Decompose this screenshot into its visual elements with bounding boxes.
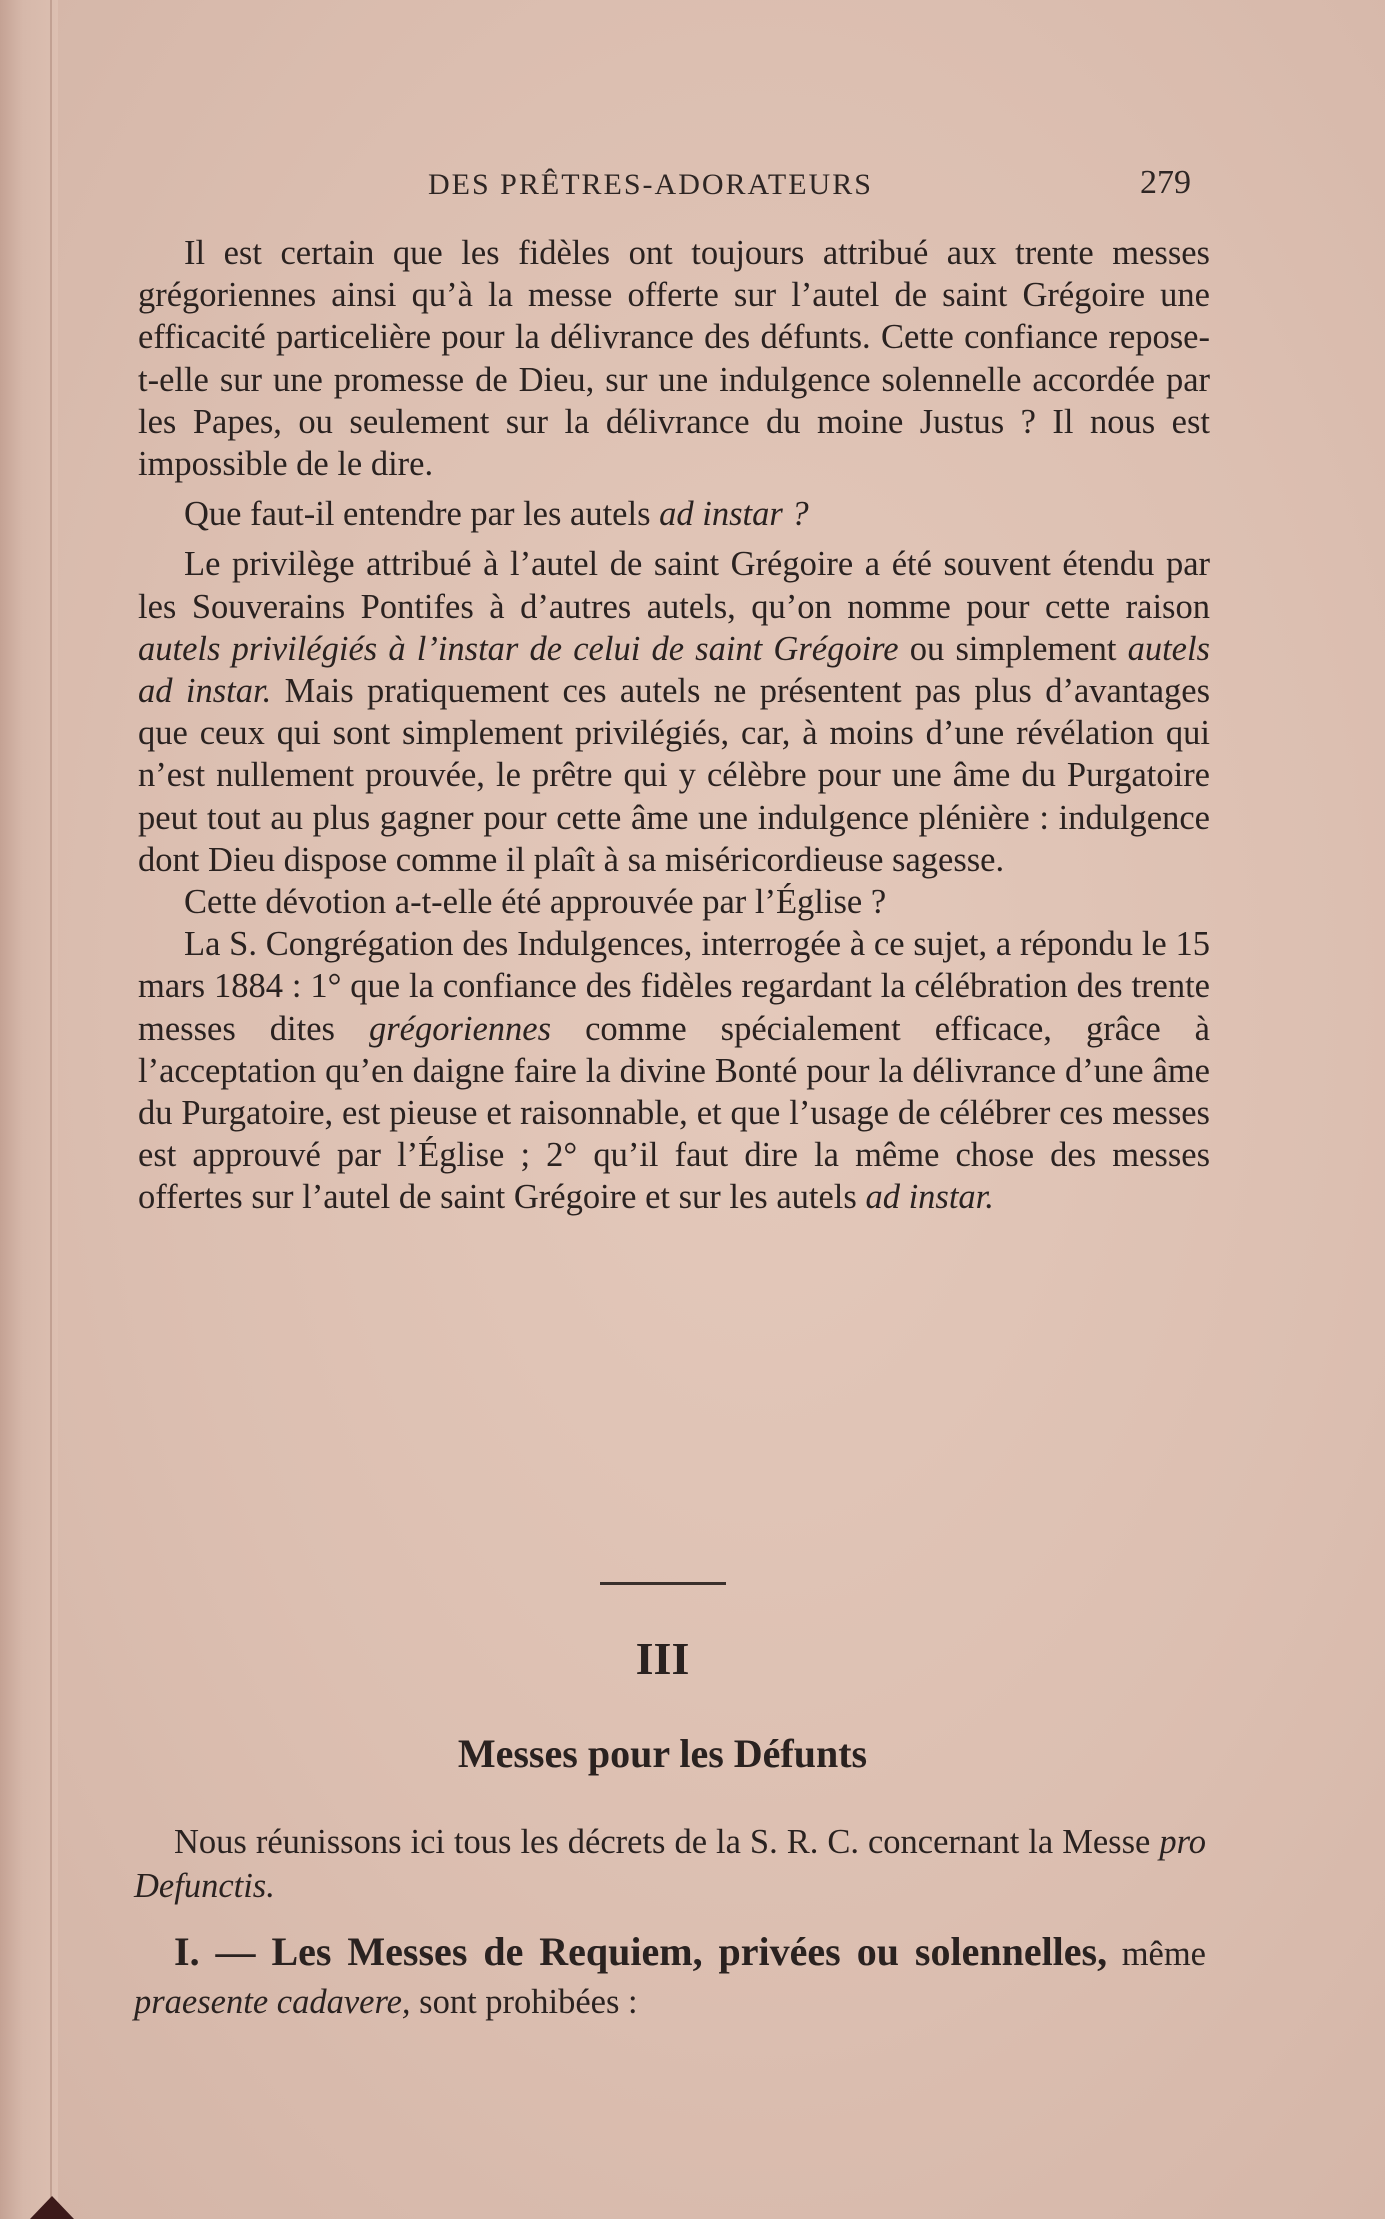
section-title: Messes pour les Défunts [457, 1731, 868, 1776]
paragraph-question-approval [138, 881, 1210, 923]
paragraph-text: Mais pratiquement ces autels ne présentent pas plus d’avantages que ceux qui sont simplement privilégiés, car, à moins d’une révélation qui n’est nullement prouvée, le prêtre qui y célèbre pour une âme du Purgatoire peut tout au plus gagner pour cette âme une indulgence plénière : indulgence dont Dieu dispose comme il plaît à sa miséricordieuse sagesse. [138, 672, 1210, 879]
paragraph-text: Que faut-il entendre par les autels [184, 495, 660, 534]
paragraph-rule-one [134, 1928, 1206, 2026]
running-title: DES PRÊTRES-ADORATEURS [428, 168, 873, 201]
italic-phrase: autels ad instar. [138, 629, 1210, 711]
italic-phrase: praesente cadavere, [134, 1983, 411, 2021]
paragraph-gregorian-masses [138, 232, 1210, 485]
paragraph-text: ou simplement [898, 629, 1128, 668]
italic-phrase: pro Defunctis. [134, 1823, 1206, 1905]
paragraph-text: Le privilège attribué à l’autel de saint Grégoire a été souvent étendu par les Souverains Pontifes à d’autres autels, qu’on nomme pour cette raison [138, 545, 1210, 626]
rule-heading: I. — Les Messes de Requiem, privées ou solennelles, [174, 1929, 1108, 1974]
italic-phrase: ad instar. [865, 1178, 994, 1217]
italic-phrase: grégoriennes [368, 1009, 552, 1048]
paragraph-text: comme spécialement efficace, grâce à l’acceptation qu’en daigne faire la divine Bonté pour la délivrance d’une âme du Purgatoire, est pieuse et raisonnable, et que l’usage de célébrer ces messes est approuvé par l’Église ; 2° qu’il faut dire la même chose des messes offertes sur l’autel de saint Grégoire et sur les autels [138, 1009, 1210, 1217]
running-header [0, 164, 1385, 208]
paragraph-text: Nous réunissons ici tous les décrets de la S. R. C. concernant la Messe [174, 1823, 1160, 1861]
paragraph-text: même [1107, 1935, 1206, 1973]
main-text-block [138, 232, 1210, 1219]
paragraph-privilege [138, 543, 1210, 881]
italic-phrase: autels privilégiés à l’instar de celui de saint Grégoire [138, 629, 899, 668]
paragraph-text: sont prohibées : [410, 1983, 638, 2021]
rule-one-block [134, 1928, 1206, 2026]
paragraph-text: Cette dévotion a-t-elle été approuvée par l’Église ? [184, 883, 887, 922]
paragraph-intro [134, 1820, 1206, 1908]
paragraph-congregation [138, 923, 1210, 1218]
paragraph-text: Il est certain que les fidèles ont toujours attribué aux trente messes grégoriennes ainsi qu’à la messe offerte sur l’autel de saint Grégoire une efficacité particelière pour la délivrance des défunts. Cette confiance repose-t-elle sur une promesse de Dieu, sur une indulgence solennelle accordée par les Papes, ou seulement sur la délivrance du moine Justus ? Il nous est impossible de le dire. [138, 234, 1210, 484]
italic-phrase: ad instar ? [659, 495, 809, 534]
paragraph-text: La S. Congrégation des Indulgences, interrogée à ce sujet, a répondu le 15 mars 1884 : 1° que la confiance des fidèles regardant la célébration des trente messes dites [138, 925, 1210, 1048]
section-number: III [635, 1633, 690, 1684]
paragraph-question-ad-instar [138, 493, 1210, 535]
section-intro [134, 1820, 1206, 1908]
page-edge-line [50, 0, 52, 2219]
page-number: 279 [1140, 164, 1191, 201]
section-divider [600, 1582, 726, 1585]
